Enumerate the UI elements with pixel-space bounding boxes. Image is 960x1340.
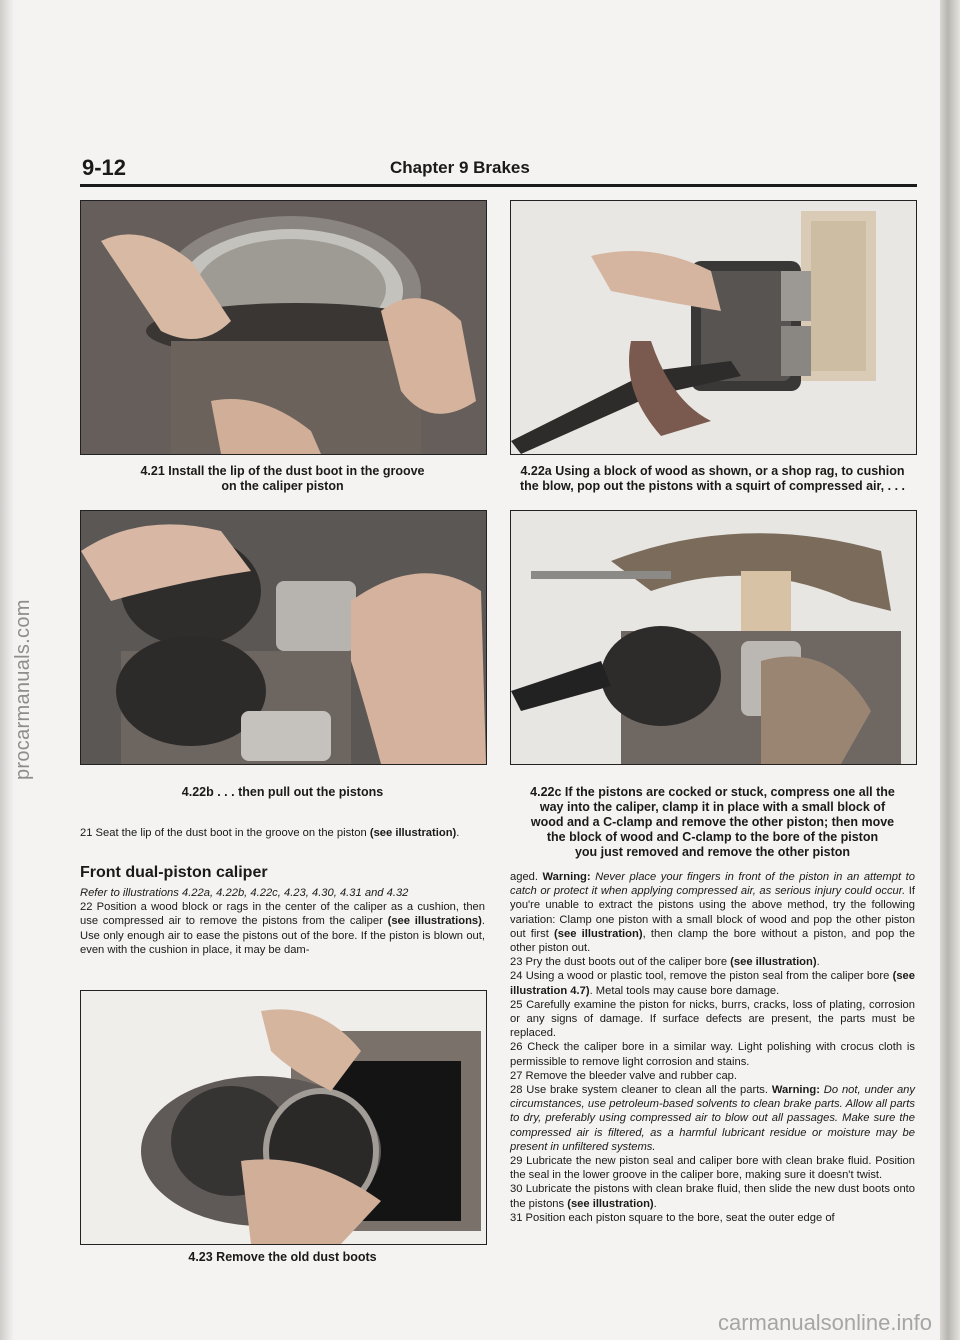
caption-4-23-line1: 4.23 Remove the old dust boots <box>188 1250 377 1264</box>
caption-4-22c-line1: 4.22c If the pistons are cocked or stuck, compress one all the <box>530 785 895 799</box>
photo-4-22a-image <box>511 201 916 454</box>
caption-4-22b <box>80 785 485 800</box>
photo-4-22a <box>510 200 917 455</box>
step-24-text: 24 Using a wood or plastic tool, remove the piston seal from the caliper bore <box>510 970 893 983</box>
caption-4-22a <box>500 464 925 494</box>
photo-4-22c-image <box>511 511 916 764</box>
step-23-paragraph <box>510 955 915 969</box>
step-26-paragraph: 26 Check the caliper bore in a similar way. Light polishing with crocus cloth is permissible to remove light corrosion and stains. <box>510 1041 915 1068</box>
step-22-ref: (see illustrations) <box>387 915 482 928</box>
section-heading-front-dual-piston-caliper: Front dual-piston caliper <box>80 864 268 881</box>
step-22-end: . Use only enough air to ease the pistons out of the bore. If the piston is blown out, even with the cushion in place, it may be dam- <box>80 915 485 956</box>
photo-4-22b <box>80 510 487 765</box>
step-28-warning-label: Warning: <box>771 1084 820 1097</box>
step-28-text: 28 Use brake system cleaner to clean all the parts. <box>510 1084 772 1097</box>
header-rule <box>80 184 917 187</box>
refer-line: Refer to illustrations 4.22a, 4.22b, 4.22c, 4.23, 4.30, 4.31 and 4.32 <box>80 887 409 899</box>
cont-ref: (see illustration) <box>554 927 643 940</box>
caption-4-22c-line3: wood and a C-clamp and remove the other piston; then move <box>530 815 895 829</box>
step-21-paragraph <box>80 826 485 840</box>
step-22-text: 22 Position a wood block or rags in the center of the caliper as a cushion, then use compressed air to remove the pistons from the caliper <box>80 901 485 928</box>
step-23-ref: (see illustration) <box>730 956 817 969</box>
step-21-text: 21 Seat the lip of the dust boot in the groove on the piston <box>80 827 370 839</box>
step-30-text: 30 Lubricate the pistons with clean brake fluid, then slide the new dust boots onto the pistons <box>510 1183 915 1210</box>
caption-4-22c <box>500 785 925 860</box>
caption-4-21-line2: on the caliper piston <box>221 479 344 493</box>
side-watermark: procarmanuals.com <box>12 599 34 780</box>
step-28-warning: Do not, under any circumstances, use petroleum-based solvents to clean brake parts. Allow all parts to dry, preferably using compressed air to blow out all passages. Make sure the compressed air is filtered, as a harmful lubricant residue or moisture may be present in unfiltered systems. <box>510 1084 915 1153</box>
step-24-end: . Metal tools may cause bore damage. <box>589 984 780 997</box>
cont-paragraph <box>510 870 915 955</box>
step-30-ref: (see illustration) <box>567 1197 654 1210</box>
cont-start: aged. <box>510 871 543 883</box>
photo-4-23-image <box>81 991 486 1244</box>
bottom-watermark: carmanualsonline.info <box>717 1310 932 1335</box>
caption-4-21 <box>80 464 485 494</box>
step-28-paragraph <box>510 1083 915 1154</box>
page-right-edge <box>940 0 960 1340</box>
right-column-text <box>510 870 915 1225</box>
caption-4-23 <box>80 1250 485 1265</box>
cont-end: , then clamp the bore without a piston, and pop the other piston out. <box>510 927 915 955</box>
step-25-paragraph: 25 Carefully examine the piston for nicks, burrs, cracks, loss of plating, corrosion or any signs of damage. If surface defects are present, the parts must be replaced. <box>510 998 915 1040</box>
left-refer-and-step-22 <box>80 886 485 957</box>
caption-4-22c-line5: you just removed and remove the other piston <box>574 845 851 859</box>
step-24-paragraph <box>510 969 915 997</box>
warning-text: Never place your fingers in front of the piston in an attempt to catch or protect it when applying compressed air, as serious injury could occur. <box>510 871 915 898</box>
caption-4-22b-line1: 4.22b . . . then pull out the pistons <box>181 785 384 799</box>
step-22-paragraph <box>80 900 485 957</box>
photo-4-22b-image <box>81 511 486 764</box>
step-23-text: 23 Pry the dust boots out of the caliper bore <box>510 956 731 969</box>
step-21-end: . <box>456 827 460 839</box>
step-30-end: . <box>653 1197 657 1210</box>
warning-label: Warning: <box>542 871 591 883</box>
caption-4-22c-line2: way into the caliper, clamp it in place with a small block of <box>539 800 886 814</box>
step-30-paragraph <box>510 1182 915 1210</box>
step-29-paragraph: 29 Lubricate the new piston seal and caliper bore with clean brake fluid. Position the seal in the lower groove in the caliper bore, making sure it doesn't twist. <box>510 1155 915 1182</box>
caption-4-22a-line1: 4.22a Using a block of wood as shown, or a shop rag, to cushion <box>520 464 905 478</box>
left-step-21 <box>80 826 485 840</box>
caption-4-22c-line4: the block of wood and C-clamp to the bore of the piston <box>546 830 879 844</box>
step-31-paragraph: 31 Position each piston square to the bore, seat the outer edge of <box>510 1211 835 1224</box>
step-27-paragraph: 27 Remove the bleeder valve and rubber cap. <box>510 1069 738 1082</box>
step-23-end: . <box>816 956 820 969</box>
photo-4-21 <box>80 200 487 455</box>
page-number: 9-12 <box>82 155 127 180</box>
step-21-ref: (see illustration) <box>369 827 457 839</box>
photo-4-23 <box>80 990 487 1245</box>
photo-4-21-image <box>81 201 486 454</box>
caption-4-22a-line2: the blow, pop out the pistons with a squirt of compressed air, . . . <box>520 479 905 493</box>
step-24-ref: (see illustration 4.7) <box>510 970 915 997</box>
photo-4-22c <box>510 510 917 765</box>
cont-text: If you're unable to extract the pistons using the above method, try the following variation: Clamp one piston with a small block of wood and pop the other piston out first <box>510 885 915 940</box>
chapter-title: Chapter 9 Brakes <box>390 158 530 177</box>
caption-4-21-line1: 4.21 Install the lip of the dust boot in the groove <box>140 464 425 478</box>
